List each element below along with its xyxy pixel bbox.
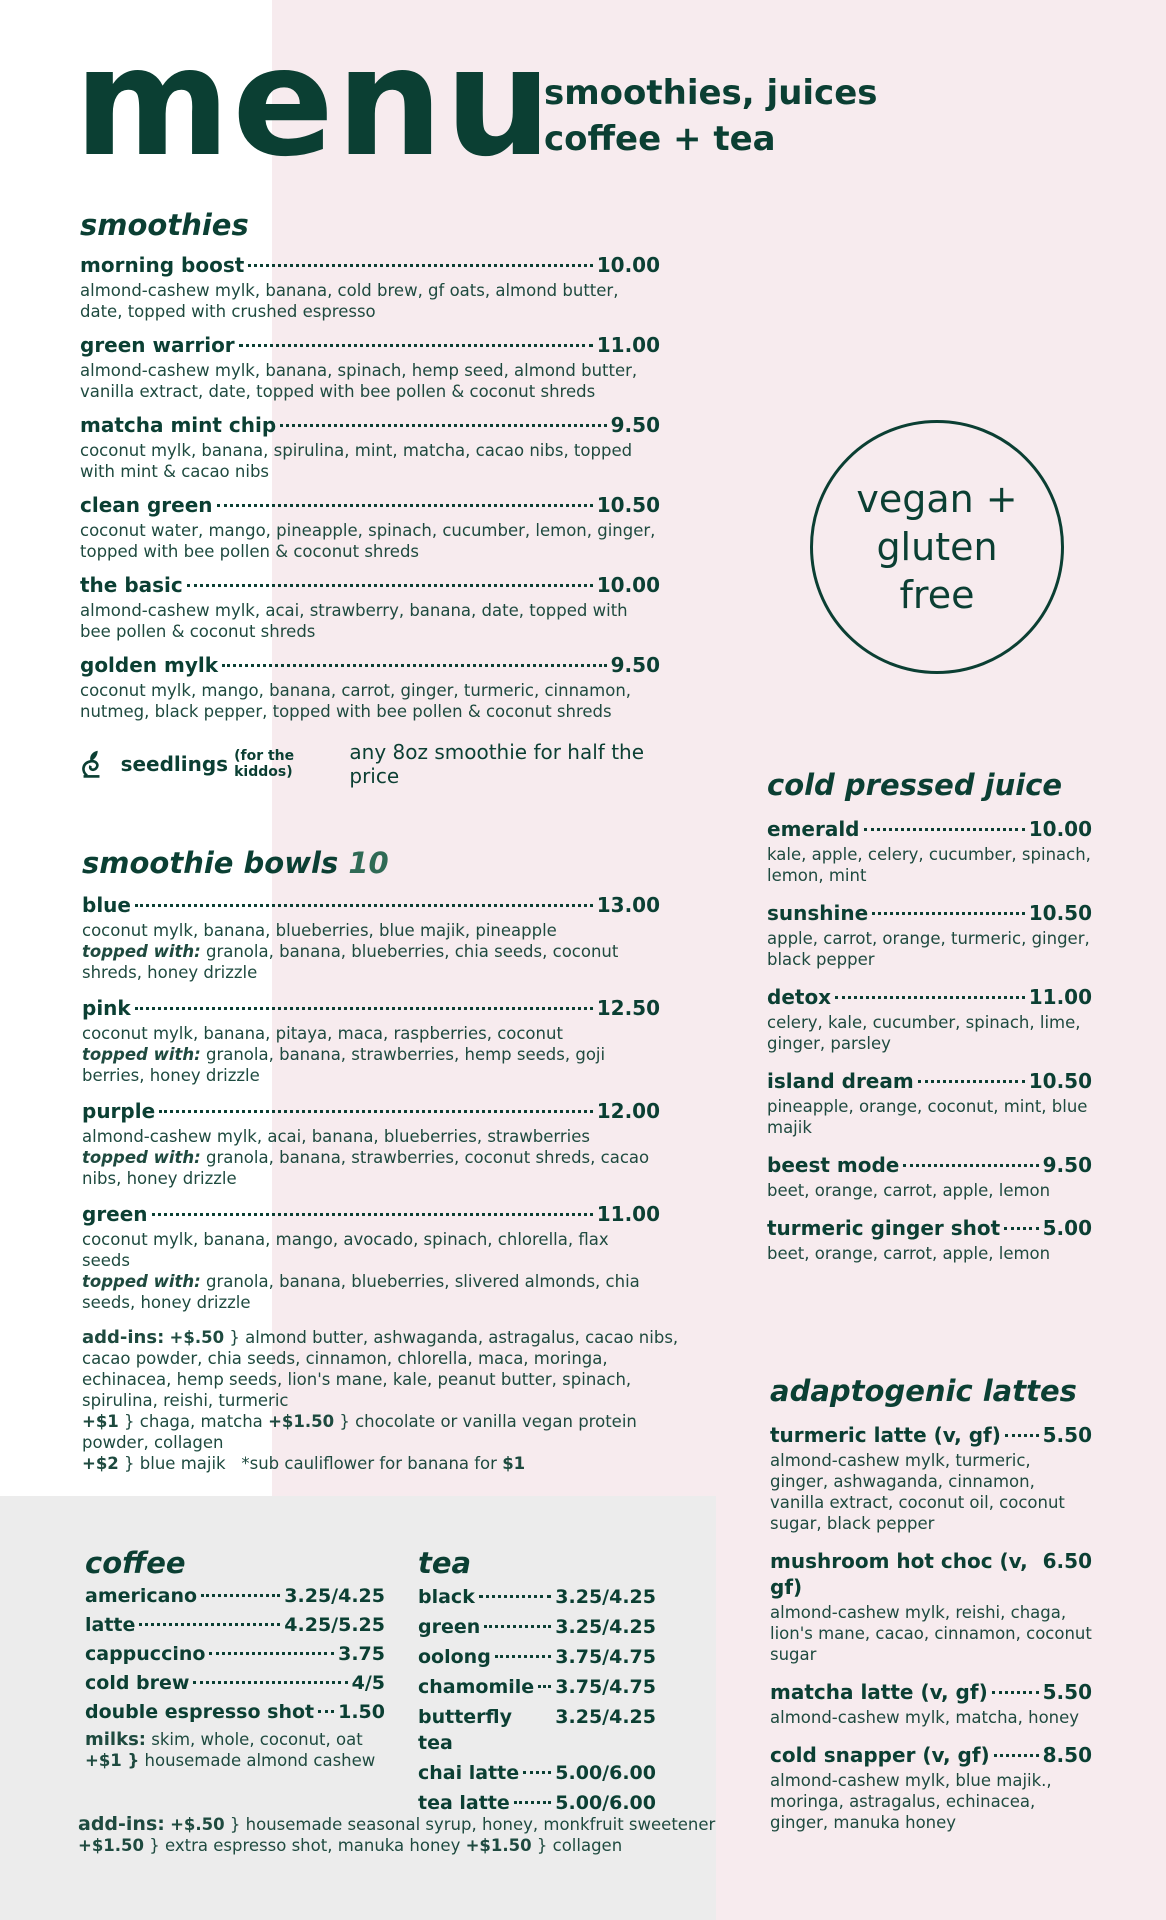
tagline: smoothies, juices coffee + tea (544, 73, 878, 159)
dot-leader (992, 1691, 1039, 1694)
item-price: 13.00 (596, 893, 660, 917)
menu-item (770, 1422, 1092, 1534)
item-price: 8.50 (1042, 1743, 1092, 1767)
menu-item (85, 1699, 385, 1725)
seedlings-row: seedlings (for the kiddos) any 8oz smoothie for half the price (80, 740, 660, 788)
item-price: 3.75 (338, 1643, 385, 1665)
tea-title: tea (418, 1546, 472, 1580)
menu-item (767, 816, 1092, 886)
menu-item (418, 1614, 656, 1640)
item-price: 9.50 (1042, 1153, 1092, 1177)
vegan-gluten-free-badge: vegan + gluten free (810, 420, 1064, 674)
juice-title: cold pressed juice (767, 768, 1063, 802)
dot-leader (835, 996, 1025, 999)
dot-leader (222, 664, 607, 667)
item-row (767, 1152, 1092, 1178)
item-price: 12.50 (596, 996, 660, 1020)
dot-leader (139, 1623, 280, 1626)
menu-item (770, 1548, 1092, 1665)
dot-leader (135, 1007, 593, 1010)
menu-item (767, 1068, 1092, 1138)
item-row (767, 984, 1092, 1010)
item-name: clean green (80, 493, 213, 517)
item-price: 3.25/4.25 (555, 1706, 656, 1728)
item-row (80, 652, 660, 678)
item-name: tea latte (418, 1792, 510, 1814)
item-desc: almond-cashew mylk, blue majik., moringa, astragalus, echinacea, ginger, manuka honey (770, 1771, 1052, 1832)
bowls-title: smoothie bowls 10 (82, 846, 389, 880)
item-name: double espresso shot (85, 1701, 315, 1723)
item-price: 9.50 (610, 653, 660, 677)
menu-item (80, 332, 660, 402)
item-desc: almond-cashew mylk, banana, cold brew, gf oats, almond butter, date, topped with crushed espresso (80, 281, 619, 321)
menu-item (418, 1760, 656, 1786)
menu-item (85, 1583, 385, 1609)
menu-item (85, 1641, 385, 1667)
menu-item (767, 900, 1092, 970)
item-row (80, 252, 660, 278)
item-row (767, 1215, 1092, 1241)
item-name: golden mylk (80, 653, 219, 677)
item-name: americano (85, 1585, 198, 1607)
dot-leader (201, 1594, 280, 1597)
item-price: 5.00/6.00 (555, 1792, 656, 1814)
menu-item (82, 995, 660, 1086)
item-desc: pineapple, orange, coconut, mint, blue majik (767, 1097, 1088, 1137)
item-name: beest mode (767, 1153, 900, 1177)
item-price: 3.75/4.75 (555, 1676, 656, 1698)
item-row (770, 1742, 1092, 1768)
item-price: 4.25/5.25 (284, 1614, 385, 1636)
item-name: latte (85, 1614, 136, 1636)
dot-leader (479, 1595, 551, 1598)
dot-leader (280, 424, 606, 427)
menu-item (418, 1644, 656, 1670)
menu-item (80, 252, 660, 322)
item-name: oolong (418, 1646, 491, 1668)
item-topped (82, 1147, 660, 1189)
dot-leader (484, 1625, 551, 1628)
menu-item (770, 1742, 1092, 1833)
milks-note: milks: skim, whole, coconut, oat +$1 } housemade almond cashew (85, 1729, 376, 1770)
sprout-icon (80, 747, 107, 781)
item-name: the basic (80, 573, 183, 597)
item-name: green (418, 1616, 481, 1638)
item-row (85, 1583, 385, 1609)
dot-leader (864, 828, 1025, 831)
item-desc: celery, kale, cucumber, spinach, lime, ginger, parsley (767, 1013, 1081, 1053)
item-desc: coconut water, mango, pineapple, spinach, cucumber, lemon, ginger, topped with bee pollen & coconut shreds (80, 521, 656, 561)
item-desc: coconut mylk, banana, blueberries, blue majik, pineapple (82, 921, 557, 940)
item-row (80, 492, 660, 518)
item-topped (82, 1271, 660, 1313)
item-row (85, 1612, 385, 1638)
item-name: blue (82, 893, 131, 917)
item-name: chamomile (418, 1676, 535, 1698)
item-price: 10.50 (1028, 1069, 1092, 1093)
dot-leader (1004, 1227, 1038, 1230)
menu-item (767, 1215, 1092, 1264)
item-row (418, 1644, 656, 1670)
topped-label: topped with: (82, 1272, 201, 1291)
item-name: black (418, 1586, 475, 1608)
menu-item (80, 492, 660, 562)
item-name: cold snapper (v, gf) (770, 1743, 990, 1767)
dot-leader (495, 1655, 551, 1658)
dot-leader (193, 1681, 347, 1684)
coffee-title: coffee (85, 1546, 186, 1580)
item-name: detox (767, 985, 832, 1009)
item-desc: beet, orange, carrot, apple, lemon (767, 1181, 1051, 1200)
item-row (418, 1760, 656, 1786)
lattes-title: adaptogenic lattes (770, 1374, 1077, 1408)
menu-item (418, 1674, 656, 1700)
dot-leader (872, 912, 1025, 915)
item-name: island dream (767, 1069, 914, 1093)
bowls-section (82, 846, 679, 1474)
item-row (767, 1068, 1092, 1094)
item-topped (82, 1044, 660, 1086)
item-row (767, 900, 1092, 926)
item-price: 10.00 (596, 573, 660, 597)
dot-leader (239, 344, 593, 347)
dot-leader (152, 1213, 593, 1216)
item-price: 3.25/4.25 (555, 1586, 656, 1608)
dot-leader (538, 1685, 551, 1688)
item-price: 5.50 (1042, 1680, 1092, 1704)
item-row (418, 1674, 656, 1700)
item-price: 12.00 (596, 1099, 660, 1123)
item-row (80, 572, 660, 598)
dot-leader (217, 504, 593, 507)
item-row (770, 1548, 1092, 1600)
tea-section (418, 1546, 656, 1816)
item-desc: beet, orange, carrot, apple, lemon (767, 1244, 1051, 1263)
item-row (82, 995, 660, 1021)
item-name: mushroom hot choc (v, gf) (770, 1549, 1028, 1599)
item-price: 10.00 (1028, 817, 1092, 841)
lattes-section (770, 1374, 1092, 1833)
item-row (80, 332, 660, 358)
dot-leader (1005, 1434, 1039, 1437)
item-row (85, 1641, 385, 1667)
item-desc: kale, apple, celery, cucumber, spinach, lemon, mint (767, 845, 1091, 885)
item-row (418, 1584, 656, 1610)
menu-item (82, 1098, 660, 1189)
smoothies-section (80, 208, 660, 788)
item-row (82, 892, 660, 918)
menu-item (80, 572, 660, 642)
menu-item (418, 1790, 656, 1816)
item-name: cappuccino (85, 1643, 206, 1665)
item-name: butterfly tea (418, 1706, 513, 1754)
topped-label: topped with: (82, 942, 201, 961)
item-row (770, 1422, 1092, 1448)
dot-leader (994, 1754, 1039, 1757)
item-price: 3.25/4.25 (284, 1585, 385, 1607)
menu-item (82, 892, 660, 983)
item-desc: coconut mylk, banana, pitaya, maca, raspberries, coconut (82, 1024, 563, 1043)
dot-leader (159, 1110, 593, 1113)
item-name: turmeric latte (v, gf) (770, 1423, 1001, 1447)
item-price: 5.00 (1042, 1216, 1092, 1240)
item-desc: coconut mylk, mango, banana, carrot, ginger, turmeric, cinnamon, nutmeg, black pepper, topped with bee pollen & coconut shreds (80, 681, 632, 721)
item-price: 9.50 (610, 413, 660, 437)
item-name: emerald (767, 817, 860, 841)
item-row (82, 1098, 660, 1124)
item-desc: almond-cashew mylk, acai, strawberry, banana, date, topped with bee pollen & coconut shreds (80, 601, 628, 641)
dot-leader (523, 1771, 551, 1774)
item-name: turmeric ginger shot (767, 1216, 1001, 1240)
dot-leader (318, 1710, 334, 1713)
item-name: matcha latte (v, gf) (770, 1680, 988, 1704)
item-price: 3.25/4.25 (555, 1616, 656, 1638)
item-name: cold brew (85, 1672, 190, 1694)
item-desc: almond-cashew mylk, matcha, honey (770, 1708, 1080, 1727)
item-price: 11.00 (1028, 985, 1092, 1009)
menu-item (767, 1152, 1092, 1201)
menu-item (770, 1679, 1092, 1728)
item-price: 5.50 (1042, 1423, 1092, 1447)
item-topped (82, 941, 660, 983)
topped-text: granola, banana, strawberries, coconut shreds, cacao nibs, honey drizzle (82, 1148, 650, 1188)
item-desc: coconut mylk, banana, mango, avocado, spinach, chlorella, flax seeds (82, 1230, 609, 1270)
topped-text: granola, banana, blueberries, slivered almonds, chia seeds, honey drizzle (82, 1272, 640, 1312)
topped-text: granola, banana, blueberries, chia seeds, coconut shreds, honey drizzle (82, 942, 619, 982)
item-price: 5.00/6.00 (555, 1762, 656, 1784)
item-desc: almond-cashew mylk, reishi, chaga, lion's mane, cacao, cinnamon, coconut sugar (770, 1603, 1092, 1664)
item-name: sunshine (767, 901, 869, 925)
menu-item (767, 984, 1092, 1054)
menu-item (80, 652, 660, 722)
item-row (85, 1699, 385, 1725)
item-price: 11.00 (596, 1202, 660, 1226)
item-row (767, 816, 1092, 842)
item-name: chai latte (418, 1762, 520, 1784)
menu-item (82, 1201, 660, 1313)
item-desc: almond-cashew mylk, turmeric, ginger, ashwaganda, cinnamon, vanilla extract, coconut oil, coconut sugar, black pepper (770, 1451, 1065, 1533)
item-name: green (82, 1202, 148, 1226)
dot-leader (187, 584, 593, 587)
coffee-section (85, 1546, 385, 1771)
menu-item (85, 1612, 385, 1638)
item-price: 10.50 (1028, 901, 1092, 925)
dot-leader (135, 904, 593, 907)
dot-leader (248, 264, 592, 267)
dot-leader (918, 1080, 1025, 1083)
dot-leader (514, 1801, 552, 1804)
item-row (770, 1679, 1092, 1705)
item-desc: almond-cashew mylk, banana, spinach, hemp seed, almond butter, vanilla extract, date, topped with bee pollen & coconut shreds (80, 361, 638, 401)
juice-section (767, 768, 1092, 1264)
drink-addins: add-ins: +$.50 } housemade seasonal syrup, honey, monkfruit sweetener +$1.50 } extra espresso shot, manuka honey +$1.50 } collagen (78, 1813, 716, 1855)
dot-leader (209, 1652, 334, 1655)
item-price: 1.50 (338, 1701, 385, 1723)
topped-label: topped with: (82, 1148, 201, 1167)
item-desc: almond-cashew mylk, acai, banana, blueberries, strawberries (82, 1127, 591, 1146)
menu-item (85, 1670, 385, 1696)
item-row (80, 412, 660, 438)
item-row (85, 1670, 385, 1696)
menu-logo: menu (74, 16, 554, 190)
item-row (418, 1614, 656, 1640)
item-name: morning boost (80, 253, 245, 277)
item-row (418, 1704, 656, 1756)
item-name: matcha mint chip (80, 413, 277, 437)
menu-item (80, 412, 660, 482)
dot-leader (903, 1164, 1038, 1167)
item-price: 10.50 (596, 493, 660, 517)
item-price: 6.50 (1042, 1549, 1092, 1573)
item-price: 11.00 (596, 333, 660, 357)
item-row (82, 1201, 660, 1227)
menu-item (418, 1704, 656, 1756)
item-desc: coconut mylk, banana, spirulina, mint, matcha, cacao nibs, topped with mint & cacao nibs (80, 441, 633, 481)
menu-item (418, 1584, 656, 1610)
topped-text: granola, banana, strawberries, hemp seeds, goji berries, honey drizzle (82, 1045, 606, 1085)
item-price: 4/5 (351, 1672, 385, 1694)
item-row (418, 1790, 656, 1816)
bowl-addins: add-ins: +$.50 } almond butter, ashwaganda, astragalus, cacao nibs, cacao powder, chia seeds, cinnamon, chlorella, maca, moringa, echinacea, hemp seeds, lion's mane, kale, peanut butter, spinach, spirulina, reishi, turmeric +$1 } chaga, matcha +$1.50 } chocolate or vanilla vegan protein powder, collagen +$2 } blue majik *sub cauliflower for banana for $1 (82, 1327, 679, 1473)
item-desc: apple, carrot, orange, turmeric, ginger, black pepper (767, 929, 1090, 969)
item-price: 10.00 (596, 253, 660, 277)
item-price: 3.75/4.75 (555, 1646, 656, 1668)
smoothies-title: smoothies (80, 208, 249, 242)
topped-label: topped with: (82, 1045, 201, 1064)
item-name: pink (82, 996, 131, 1020)
item-name: green warrior (80, 333, 235, 357)
item-name: purple (82, 1099, 156, 1123)
